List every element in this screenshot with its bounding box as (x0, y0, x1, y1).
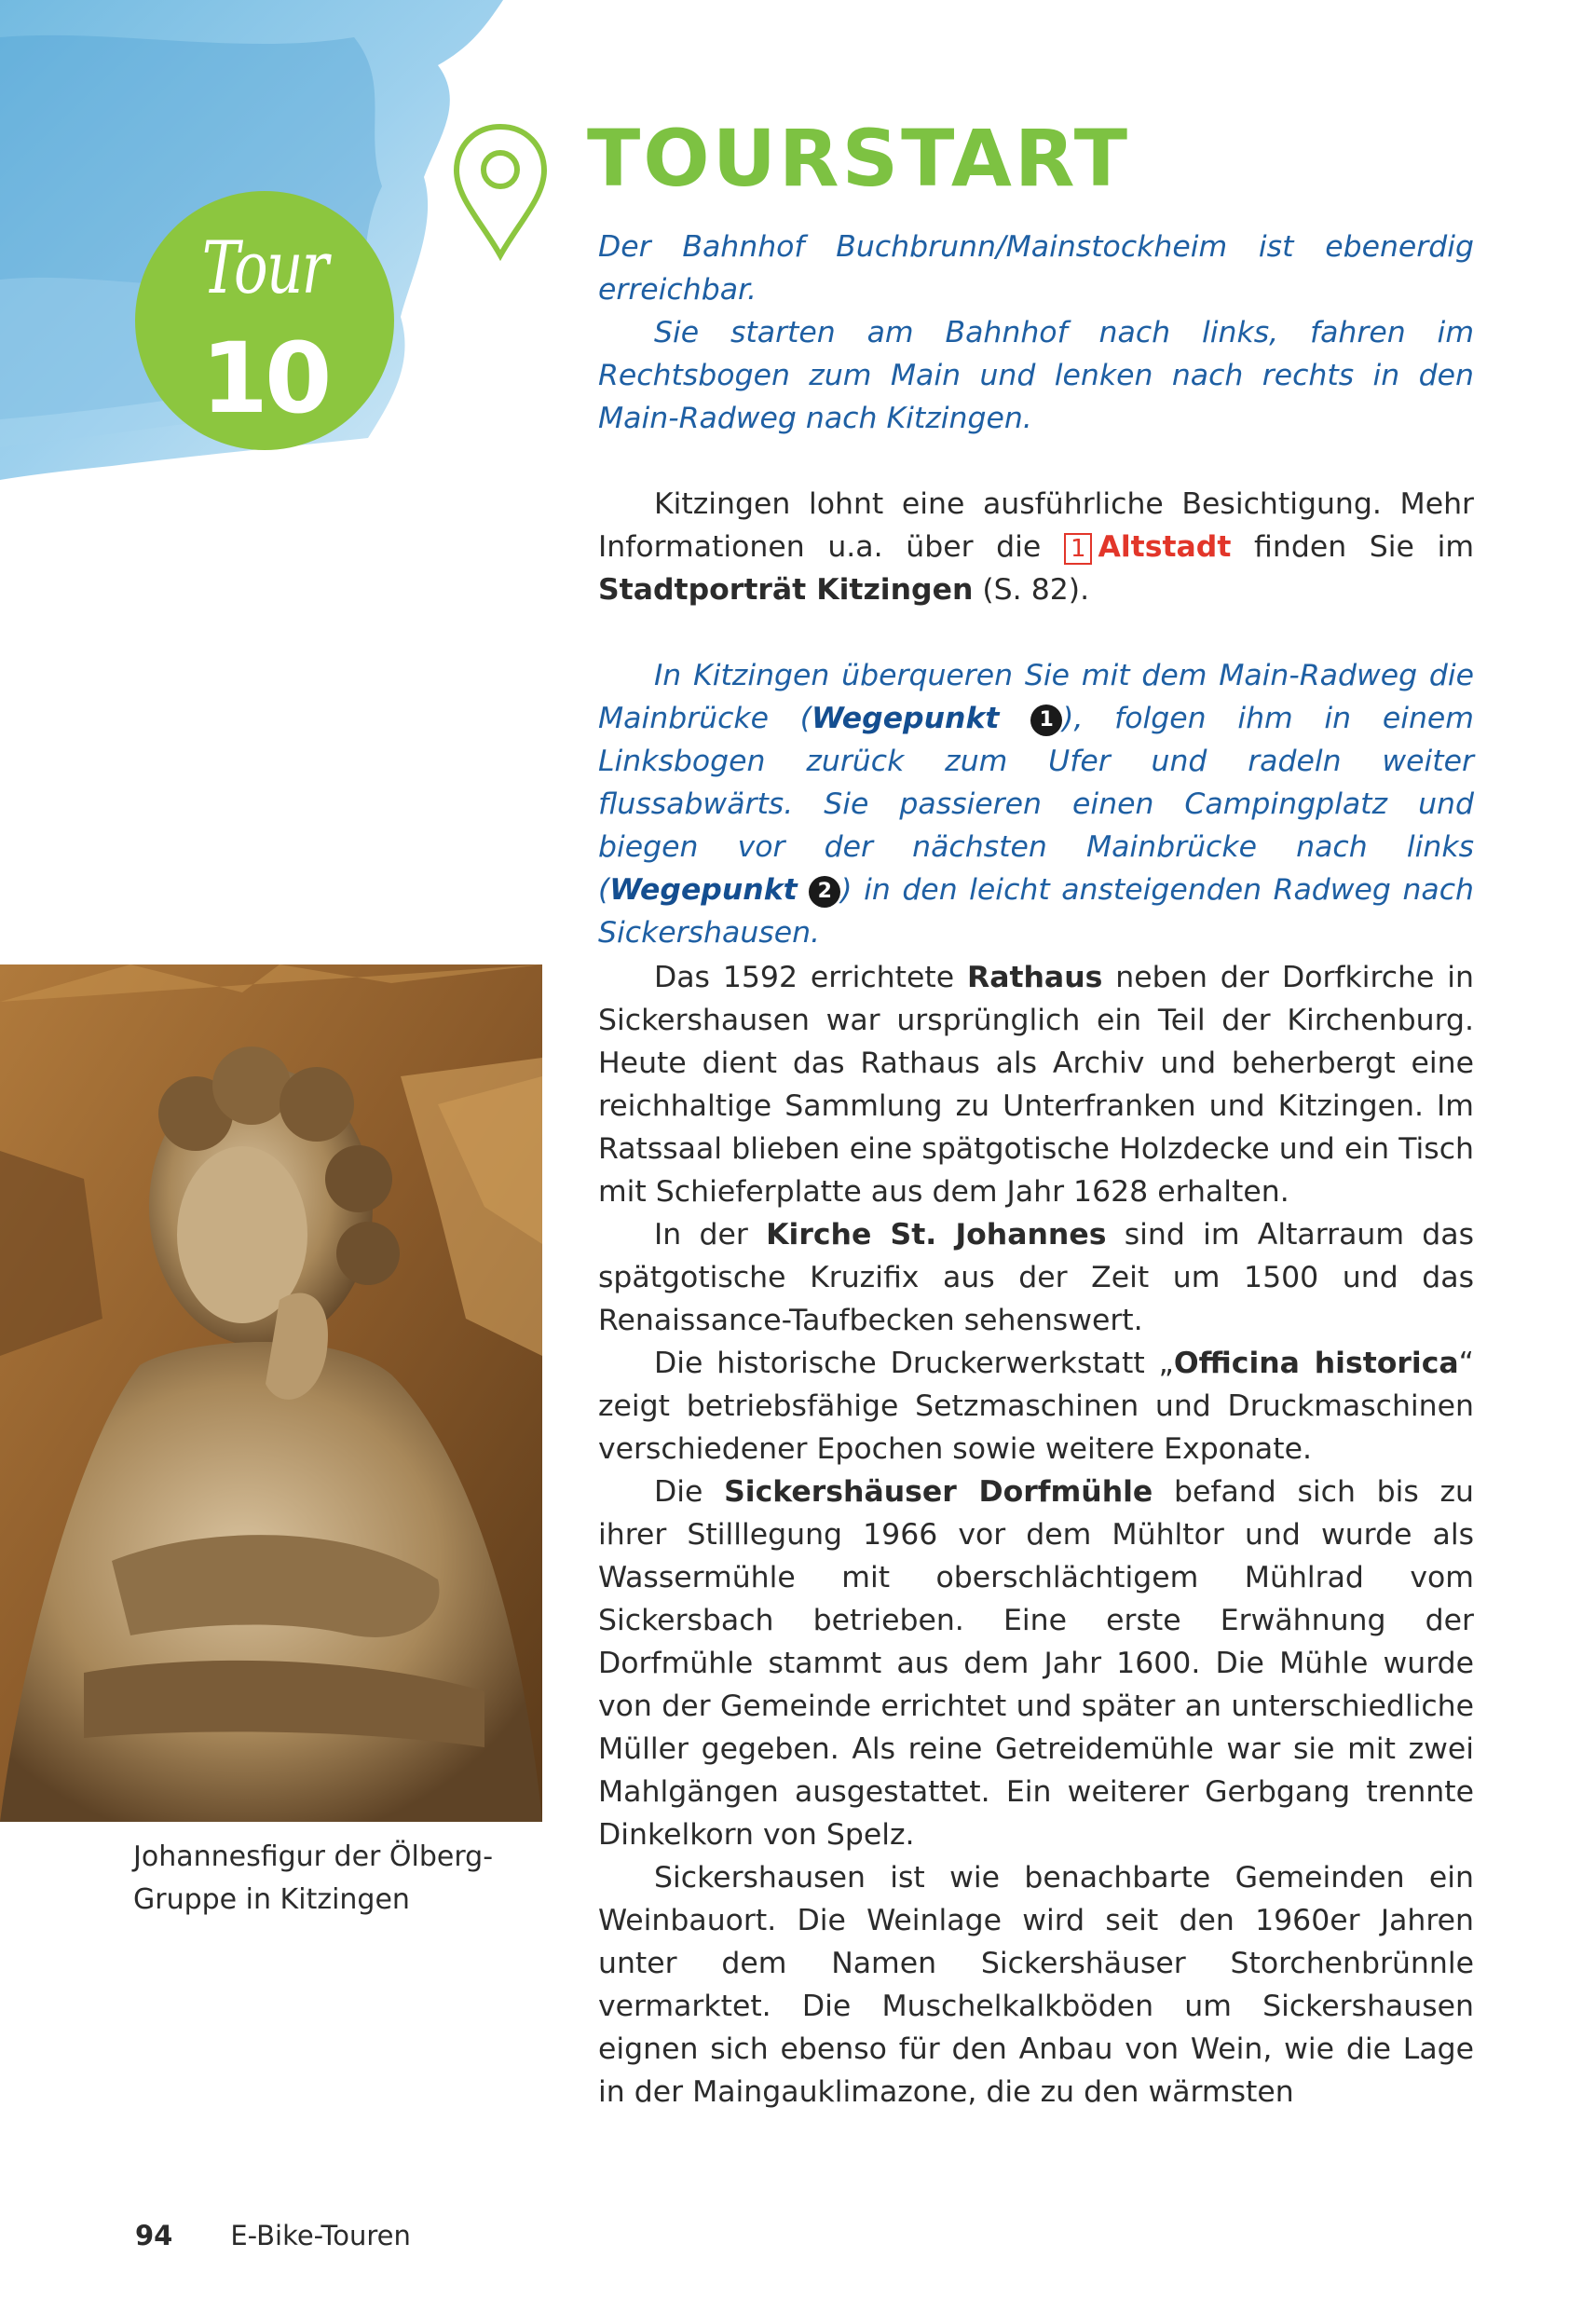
waypoint-label: Wegepunkt (609, 873, 798, 907)
section-heading: TOURSTART (587, 113, 1131, 204)
text-run: In Kitzingen überqueren Sie mit dem Main-Radweg die Mainbrücke ( (598, 659, 1474, 735)
waypoint-label: Wegepunkt (812, 702, 1000, 735)
tour-badge (135, 191, 394, 450)
paragraph-kirche: In der Kirche St. Johannes sind im Altarraum das spätgotische Kruzifix aus der Zeit um 1500 und das Renaissance-Taufbecken sehenswert. (598, 1218, 1475, 1337)
page-footer (135, 2220, 411, 2251)
paragraph-wein: Sickershausen ist wie benachbarte Gemeinden ein Weinbauort. Die Weinlage wird seit den 1960er Jahren unter dem Namen Sickershäuser Storchenbrünnle vermarktet. Die Muschelkalkböden um Sickershausen eignen sich ebenso für den Anbau von Wein, wie die Lage in der Maingauklimazone, die zu den wärmsten (598, 1861, 1474, 2109)
paragraph-muehle: Die Sickershäuser Dorfmühle befand sich bis zu ihrer Stilllegung 1966 vor dem Mühltor und wurde als Wassermühle mit oberschlächtigem Mühlrad vom Sickersbach betrieben. Eine erste Erwähnung der Dorfmühle stammt aus dem Jahr 1600. Die Mühle wurde von der Gemeinde errichtet und später an unterschiedliche Müller gegeben. Als reine Getreidemühle war sie mit zwei Mahlgängen ausgestattet. Ein weiterer Gerbgang trennte Dinkelkorn von Spelz. (598, 1475, 1474, 1852)
paragraph-rathaus: Das 1592 errichtete Rathaus neben der Dorfkirche in Sickershausen war ursprünglich ein Teil der Kirchenburg. Heute dient das Rathaus als Archiv und beherbergt eine reichhaltige Sammlung zu Unterfranken und Kitzingen. Im Ratssaal blieben eine spätgotische Holzdecke und ein Tisch mit Schieferplatte aus dem Jahr 1628 erhalten. (598, 961, 1475, 1209)
tour-number: 10 (200, 321, 329, 435)
text-run: finden Sie im (1231, 530, 1474, 564)
route-paragraph: Der Bahnhof Buchbrunn/Mainstockheim ist ebenerdig erreichbar. (598, 230, 1474, 307)
tour-label: Tour (201, 226, 328, 310)
kitzingen-paragraph (598, 483, 1474, 611)
text-run: (S. 82). (973, 573, 1090, 607)
route-directions-kitzingen (598, 654, 1474, 954)
body-text (598, 956, 1474, 2114)
cross-reference: Stadtporträt Kitzingen (598, 573, 974, 607)
text-run: ), folgen ihm in einem Linksbogen zurück zum Ufer und radeln weiter flussabwärts. Sie passieren einen Campingplatz und biegen vor der nächsten Mainbrücke nach links ( (598, 702, 1474, 907)
sight-name: Altstadt (1098, 530, 1232, 564)
route-directions-start (598, 226, 1474, 440)
photo-caption: Johannesfigur der Ölberg-Gruppe in Kitzingen (133, 1840, 494, 1916)
waypoint-marker: 2 (809, 876, 840, 908)
page-number: 94 (135, 2220, 173, 2251)
route-paragraph: Sie starten am Bahnhof nach links, fahren im Rechtsbogen zum Main und lenken nach rechts in den Main-Radweg nach Kitzingen. (598, 316, 1474, 435)
book-title: E-Bike-Touren (230, 2220, 411, 2251)
sculpture-photo (0, 964, 542, 1822)
sight-marker: 1 (1064, 533, 1093, 565)
text-run: Kitzingen lohnt eine ausführliche Besichtigung. Mehr Informationen u.a. über die (598, 487, 1474, 564)
text-run: ) in den leicht ansteigenden Radweg nach Sickershausen. (598, 873, 1474, 950)
location-pin-icon (451, 121, 550, 261)
waypoint-marker: 1 (1030, 705, 1062, 736)
paragraph-officina: Die historische Druckerwerkstatt „Officina historica“ zeigt betriebsfähige Setzmaschinen und Druckmaschinen verschiedener Epochen sowie weitere Exponate. (598, 1347, 1474, 1466)
